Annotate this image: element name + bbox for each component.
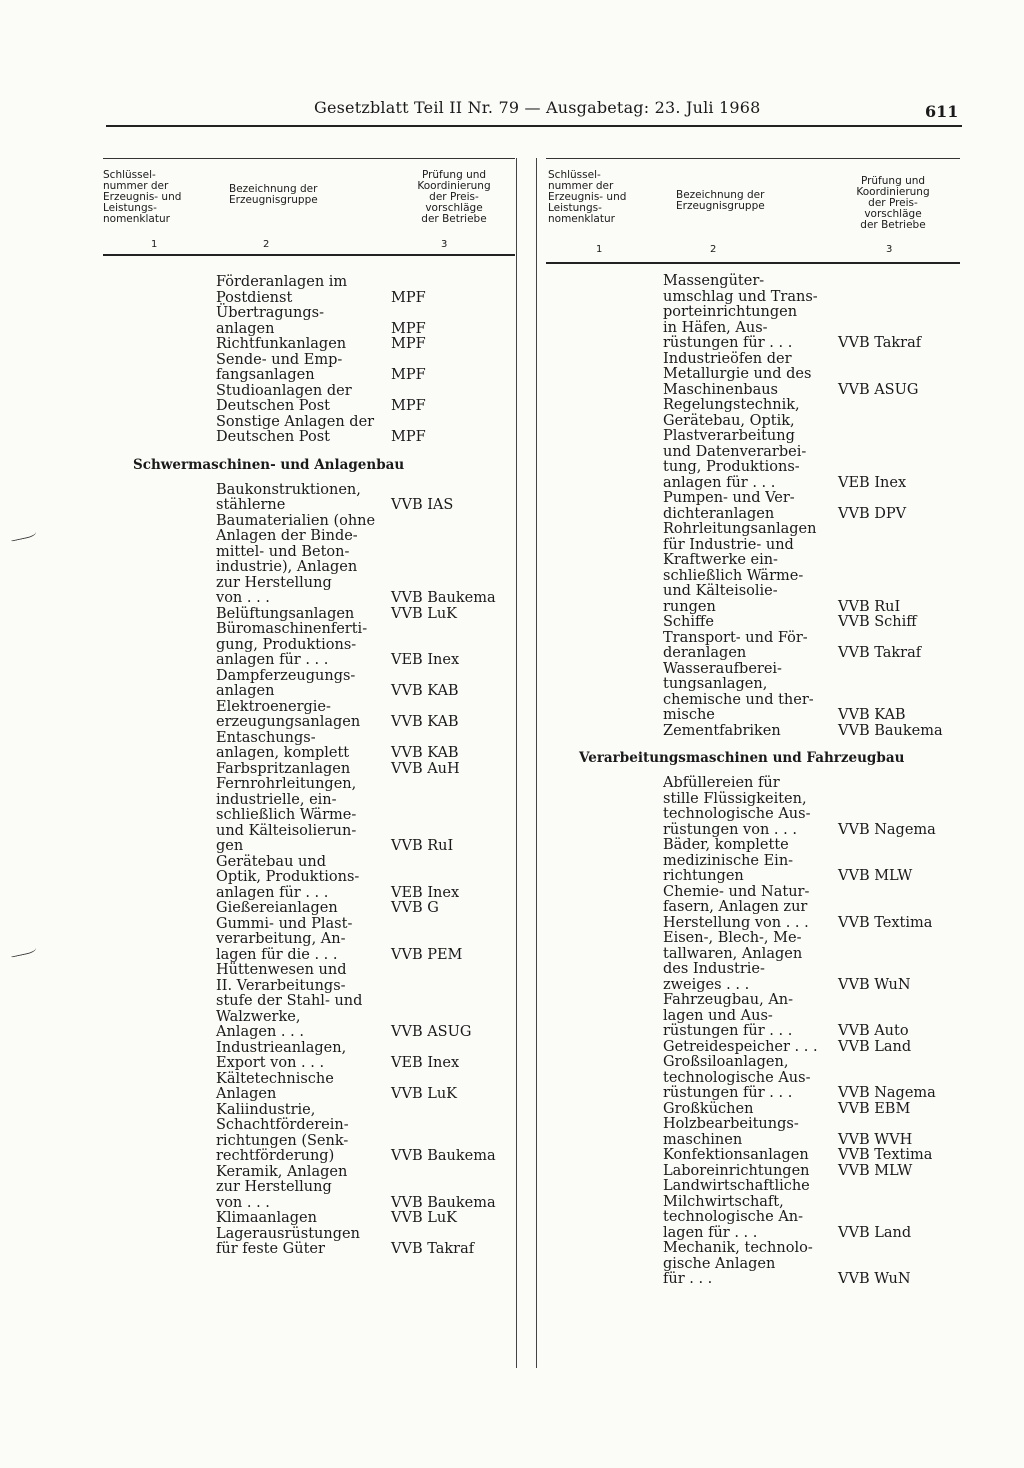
entry-list xyxy=(103,275,515,1258)
responsible-body: VVB Nagema xyxy=(838,821,936,838)
table-row xyxy=(546,522,960,615)
product-group-name: Belüftungsanlagen xyxy=(216,605,355,622)
product-group-name: Landwirtschaftliche Milchwirtschaft, technologische An- lagen für . . . xyxy=(663,1178,810,1241)
product-group-name: Sende- und Emp- fangsanlagen xyxy=(216,351,343,383)
product-group-name: Chemie- und Natur- fasern, Anlagen zur Herstellung von . . . xyxy=(663,883,810,931)
product-group-name: Abfüllereien für stille Flüssigkeiten, technologische Aus- rüstungen von . . . xyxy=(663,775,811,838)
table-top-rule xyxy=(103,158,515,159)
responsible-body: VVB KAB xyxy=(391,683,459,699)
responsible-body: MPF xyxy=(391,320,426,337)
table-top-rule xyxy=(546,158,960,159)
responsible-body: VVB MLW xyxy=(838,1162,913,1179)
col1-number: 1 xyxy=(151,239,158,250)
product-group-name: Fahrzeugbau, An- lagen und Aus- rüstungen für . . . xyxy=(663,992,794,1039)
responsible-body: VVB G xyxy=(391,900,439,916)
table-row xyxy=(103,1165,515,1212)
col3-number: 3 xyxy=(441,239,448,250)
table-row xyxy=(546,1102,960,1118)
product-group-name: Gießereianlagen xyxy=(216,900,338,916)
product-group-name: Rohrleitungsanlagen für Industrie- und Kraftwerke ein- schließlich Wärme- und Kälteisolie- rungen xyxy=(663,521,817,615)
responsible-body: VVB EBM xyxy=(838,1100,911,1117)
product-group-name: Zementfabriken xyxy=(663,722,781,739)
product-group-name: Konfektionsanlagen xyxy=(663,1147,809,1163)
responsible-body: VVB RuI xyxy=(391,838,454,854)
responsible-body: VVB Baukema xyxy=(391,590,496,606)
page-header xyxy=(0,98,1024,124)
table-row xyxy=(546,1179,960,1241)
product-group-name: Richtfunkanlagen xyxy=(216,336,347,352)
responsible-body: VVB KAB xyxy=(838,707,906,723)
product-group-name: Kältetechnische Anlagen xyxy=(216,1070,334,1102)
responsible-body: VEB Inex xyxy=(391,1055,460,1071)
product-group-name: Farbspritzanlagen xyxy=(216,760,351,777)
col2-number: 2 xyxy=(263,239,270,250)
product-group-name: Förderanlagen im Postdienst xyxy=(216,274,348,306)
table-row xyxy=(546,1164,960,1180)
product-group-name: Transport- und För- deranlagen xyxy=(663,629,808,661)
product-group-name: Studioanlagen der Deutschen Post xyxy=(216,382,352,414)
column-divider xyxy=(536,158,537,1368)
responsible-body: VEB Inex xyxy=(391,652,460,668)
col3-number: 3 xyxy=(886,244,893,255)
table-row xyxy=(546,615,960,631)
product-group-name: Industrieanlagen, Export von . . . xyxy=(216,1039,347,1071)
table-row xyxy=(546,352,960,399)
product-group-name: Wasseraufberei- tungsanlagen, chemische und ther- mische xyxy=(663,660,814,723)
responsible-body: VVB PEM xyxy=(391,946,463,963)
product-group-name: Industrieöfen der Metallurgie und des Maschinenbaus xyxy=(663,350,812,398)
table-row xyxy=(546,631,960,662)
responsible-body: MPF xyxy=(391,289,426,306)
product-group-name: Dampferzeugungs- anlagen xyxy=(216,667,356,699)
product-group-name: Laboreinrichtungen xyxy=(663,1162,810,1179)
table-row xyxy=(103,1211,515,1227)
responsible-body: VVB KAB xyxy=(391,745,459,761)
product-group-name: Kaliindustrie, Schachtförderein- richtungen (Senk- rechtförderung) xyxy=(216,1101,349,1164)
col1-header: Schlüssel- nummer der Erzeugnis- und Leistungs- nomenklatur xyxy=(103,169,182,225)
table-row xyxy=(103,275,515,306)
responsible-body: VVB IAS xyxy=(391,497,454,513)
product-group-name: Bäder, komplette medizinische Ein- richtungen xyxy=(663,837,794,884)
table-row xyxy=(103,415,515,446)
table-header-rule xyxy=(103,254,515,256)
product-group-name: Großküchen xyxy=(663,1100,754,1117)
product-group-name: Büromaschinenferti- gung, Produktions- anlagen für . . . xyxy=(216,621,368,668)
table-row xyxy=(546,776,960,838)
table-row xyxy=(546,885,960,932)
product-group-name: Großsiloanlagen, technologische Aus- rüstungen für . . . xyxy=(663,1054,811,1101)
responsible-body: VEB Inex xyxy=(391,884,460,901)
responsible-body: MPF xyxy=(391,429,426,445)
product-group-name: Schiffe xyxy=(663,614,714,630)
responsible-body: VVB ASUG xyxy=(391,1024,472,1040)
header-rule xyxy=(106,125,962,127)
product-group-name: Holzbearbeitungs- maschinen xyxy=(663,1116,799,1148)
product-group-name: Gummi- und Plast- verarbeitung, An- lagen für die . . . xyxy=(216,915,353,963)
product-group-name: Baukonstruktionen, stählerne xyxy=(216,481,361,513)
responsible-body: VVB LuK xyxy=(391,605,458,622)
responsible-body: VVB WuN xyxy=(838,976,911,993)
table-row xyxy=(103,855,515,902)
table-row xyxy=(546,838,960,885)
table-row xyxy=(103,901,515,917)
table-row xyxy=(103,306,515,337)
entry-list xyxy=(546,274,960,1288)
table-row xyxy=(103,917,515,964)
responsible-body: MPF xyxy=(391,336,426,352)
responsible-body: MPF xyxy=(391,367,426,383)
table-row xyxy=(546,1117,960,1148)
col1-number: 1 xyxy=(596,244,603,255)
product-group-name: Getreidespeicher . . . xyxy=(663,1038,818,1055)
responsible-body: VVB ASUG xyxy=(838,381,919,398)
table-row xyxy=(103,731,515,762)
responsible-body: VVB Textima xyxy=(838,1147,933,1163)
responsible-body: VVB Textima xyxy=(838,914,933,931)
table-row xyxy=(103,353,515,384)
table-row xyxy=(103,1072,515,1103)
product-group-name: Keramik, Anlagen zur Herstellung von . . . xyxy=(216,1163,348,1211)
col3-header: Prüfung und Koordinierung der Preis- vorschläge der Betriebe xyxy=(856,175,930,231)
product-group-name: Gerätebau und Optik, Produktions- anlagen für . . . xyxy=(216,853,360,901)
table-row xyxy=(103,337,515,353)
col1-header: Schlüssel- nummer der Erzeugnis- und Leistungs- nomenklatur xyxy=(548,169,627,225)
table-row xyxy=(103,669,515,700)
table-row xyxy=(546,398,960,491)
responsible-body: VVB Baukema xyxy=(391,1194,496,1211)
responsible-body: VVB Baukema xyxy=(838,722,943,739)
product-group-name: Übertragungs- anlagen xyxy=(216,305,324,337)
margin-tick-mark xyxy=(9,525,37,541)
table-row xyxy=(546,724,960,740)
product-group-name: Massengüter- umschlag und Trans- porteinrichtungen in Häfen, Aus- rüstungen für . . . xyxy=(663,273,818,351)
responsible-body: VVB Takraf xyxy=(838,335,922,351)
col3-header: Prüfung und Koordinierung der Preis- vorschläge der Betriebe xyxy=(417,169,491,225)
table-row xyxy=(103,607,515,623)
entry-group-foerdertechnik xyxy=(546,274,960,739)
margin-tick-mark xyxy=(9,941,37,957)
responsible-body: VVB LuK xyxy=(391,1210,458,1226)
table-row xyxy=(546,931,960,993)
table-row xyxy=(103,1041,515,1072)
table-row xyxy=(546,491,960,522)
section-heading-verarbeitungsmaschinen: Verarbeitungsmaschinen und Fahrzeugbau xyxy=(579,750,905,766)
product-group-name: Regelungstechnik, Gerätebau, Optik, Plastverarbeitung und Datenverarbei- tung, Produktions- anlagen für . . . xyxy=(663,397,807,491)
responsible-body: VVB LuK xyxy=(391,1086,458,1102)
entry-group-post xyxy=(103,275,515,446)
table-header-rule xyxy=(546,262,960,264)
responsible-body: VVB RuI xyxy=(838,598,901,615)
responsible-body: VVB WuN xyxy=(838,1271,911,1287)
table-row xyxy=(546,274,960,352)
responsible-body: VVB KAB xyxy=(391,714,459,730)
table-row xyxy=(546,1040,960,1056)
product-group-name: Pumpen- und Ver- dichteranlagen xyxy=(663,490,795,522)
col2-header: Bezeichnung der Erzeugnisgruppe xyxy=(229,183,318,206)
column-divider xyxy=(516,158,517,1368)
responsible-body: MPF xyxy=(391,398,426,414)
table-row xyxy=(103,700,515,731)
entry-group-verarbeitungsmaschinen xyxy=(546,776,960,1288)
product-group-name: Hüttenwesen und II. Verarbeitungs- stufe der Stahl- und Walzwerke, Anlagen . . . xyxy=(216,962,363,1040)
table-row xyxy=(103,384,515,415)
responsible-body: VVB AuH xyxy=(391,760,460,777)
responsible-body: VVB Takraf xyxy=(391,1241,475,1257)
responsible-body: VVB WVH xyxy=(838,1131,913,1148)
gazette-title: Gesetzblatt Teil II Nr. 79 — Ausgabetag: 23. Juli 1968 xyxy=(314,98,761,117)
responsible-body: VVB MLW xyxy=(838,868,913,884)
table-row xyxy=(103,1103,515,1165)
table-row xyxy=(546,662,960,724)
col2-header: Bezeichnung der Erzeugnisgruppe xyxy=(676,189,765,212)
responsible-body: VVB Takraf xyxy=(838,645,922,661)
table-row xyxy=(103,963,515,1041)
product-group-name: Elektroenergie- erzeugungsanlagen xyxy=(216,698,361,730)
product-group-name: Baumaterialien (ohne Anlagen der Binde- mittel- und Beton- industrie), Anlagen zur Herstellung von . . . xyxy=(216,512,376,606)
product-group-name: Klimaanlagen xyxy=(216,1210,317,1226)
page-number: 611 xyxy=(925,102,959,121)
product-group-name: Mechanik, technolo- gische Anlagen für . . . xyxy=(663,1240,813,1287)
table-row xyxy=(103,483,515,514)
product-group-name: Eisen-, Blech-, Me- tallwaren, Anlagen des Industrie- zweiges . . . xyxy=(663,930,803,993)
section-heading-schwermaschinen: Schwermaschinen- und Anlagenbau xyxy=(133,456,405,473)
col2-number: 2 xyxy=(710,244,717,255)
responsible-body: VVB DPV xyxy=(838,505,907,522)
table-row xyxy=(103,1227,515,1258)
table-row xyxy=(103,777,515,855)
table-row xyxy=(103,622,515,669)
product-group-name: Sonstige Anlagen der Deutschen Post xyxy=(216,413,375,445)
table-row xyxy=(546,1148,960,1164)
responsible-body: VVB Land xyxy=(838,1224,912,1241)
product-group-name: Entaschungs- anlagen, komplett xyxy=(216,729,350,761)
responsible-body: VEB Inex xyxy=(838,474,907,491)
responsible-body: VVB Baukema xyxy=(391,1148,496,1164)
responsible-body: VVB Schiff xyxy=(838,614,917,630)
responsible-body: VVB Land xyxy=(838,1038,912,1055)
table-row xyxy=(103,514,515,607)
responsible-body: VVB Auto xyxy=(838,1023,909,1039)
table-row xyxy=(103,762,515,778)
table-row xyxy=(546,993,960,1040)
responsible-body: VVB Nagema xyxy=(838,1085,936,1101)
entry-group-schwermaschinen xyxy=(103,483,515,1258)
product-group-name: Lagerausrüstungen für feste Güter xyxy=(216,1225,360,1257)
table-row xyxy=(546,1055,960,1102)
table-row xyxy=(546,1241,960,1288)
product-group-name: Fernrohrleitungen, industrielle, ein- schließlich Wärme- und Kälteisolierun- gen xyxy=(216,776,357,854)
